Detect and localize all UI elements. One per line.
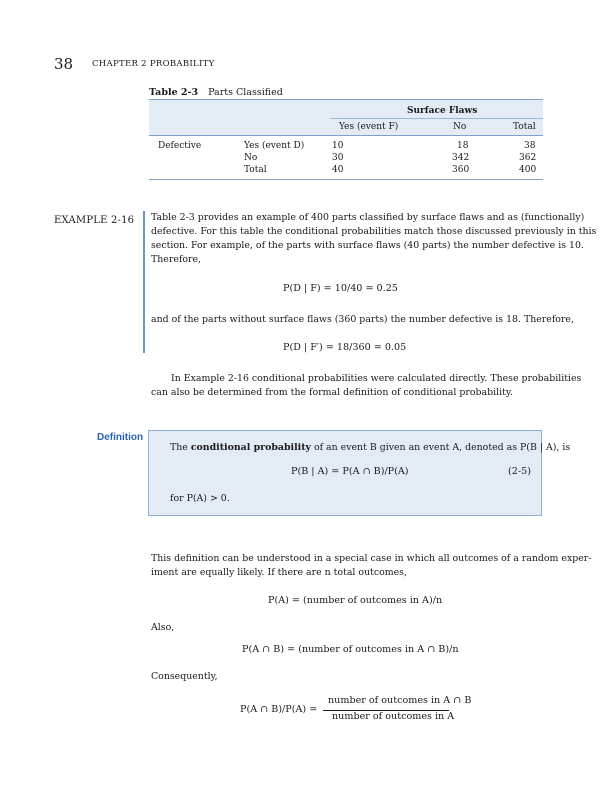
page-number: 38 bbox=[54, 55, 74, 73]
example-label: EXAMPLE 2-16 bbox=[54, 215, 135, 226]
table-rule-bottom bbox=[149, 179, 543, 180]
table-col-header: Total bbox=[513, 122, 536, 132]
table-cell: 30 bbox=[332, 153, 344, 163]
definition-term: conditional probability bbox=[190, 442, 311, 453]
definition-label: Definition bbox=[97, 432, 144, 443]
table-cell: 360 bbox=[452, 165, 470, 175]
equation-pa: P(A) = (number of outcomes in A)/n bbox=[268, 595, 443, 606]
chapter-title: CHAPTER 2 PROBABILITY bbox=[92, 59, 215, 69]
definition-text-post: of an event B given an event A, denoted as P(B | A), is bbox=[310, 442, 571, 453]
table-header-rule bbox=[149, 135, 543, 136]
example-paragraph: and of the parts without surface flaws (360 parts) the number defective is 18. Therefore, bbox=[151, 314, 574, 325]
table-cell: 342 bbox=[452, 153, 470, 163]
table-row-group-label: Defective bbox=[158, 141, 202, 151]
table-cell: 10 bbox=[332, 141, 344, 151]
equation-pdf: P(D | F) = 10/40 = 0.25 bbox=[283, 283, 398, 294]
definition-text-pre: The bbox=[170, 442, 191, 453]
table-group-header: Surface Flaws bbox=[407, 106, 478, 116]
definition-equation: P(B | A) = P(A ∩ B)/P(A) bbox=[291, 466, 409, 477]
paragraph-line: This definition can be understood in a special case in which all outcomes of a random exper- bbox=[151, 553, 592, 564]
definition-text bbox=[170, 441, 570, 455]
table-row-label: Total bbox=[244, 165, 267, 175]
equation-number: (2-5) bbox=[508, 466, 531, 477]
example-paragraph-line: defective. For this table the conditional probabilities match those discussed previously in this bbox=[151, 226, 597, 237]
example-paragraph-line: section. For example, of the parts with surface flaws (40 parts) the number defective is 10. bbox=[151, 240, 584, 251]
example-paragraph-line: Table 2-3 provides an example of 400 parts classified by surface flaws and as (functionally) bbox=[151, 212, 585, 223]
table-title: Parts Classified bbox=[208, 87, 283, 98]
fraction-denominator: number of outcomes in A bbox=[332, 711, 455, 722]
consequently-text: Consequently, bbox=[151, 671, 218, 682]
table-cell: 400 bbox=[519, 165, 537, 175]
table-group-rule bbox=[330, 118, 543, 119]
paragraph-line: iment are equally likely. If there are n total outcomes, bbox=[151, 567, 407, 578]
also-text: Also, bbox=[151, 622, 175, 633]
table-cell: 38 bbox=[524, 141, 536, 151]
definition-condition: for P(A) > 0. bbox=[170, 493, 230, 504]
example-paragraph-line: Therefore, bbox=[151, 254, 201, 265]
table-col-header: No bbox=[453, 122, 467, 132]
table-row-label: No bbox=[244, 153, 258, 163]
paragraph-line: In Example 2-16 conditional probabilities were calculated directly. These probabilities bbox=[171, 373, 582, 384]
equation-pab: P(A ∩ B) = (number of outcomes in A ∩ B)/n bbox=[242, 644, 459, 655]
table-cell: 18 bbox=[457, 141, 469, 151]
paragraph-line: can also be determined from the formal definition of conditional probability. bbox=[151, 387, 513, 398]
table-row-label: Yes (event D) bbox=[244, 141, 305, 151]
equation-pdf-prime: P(D | F′) = 18/360 = 0.05 bbox=[283, 342, 407, 353]
table-caption bbox=[149, 87, 283, 98]
example-margin-bar bbox=[143, 211, 145, 353]
table-label: Table 2-3 bbox=[149, 87, 199, 98]
fraction-numerator: number of outcomes in A ∩ B bbox=[328, 695, 472, 706]
table-col-header: Yes (event F) bbox=[339, 122, 399, 132]
table-cell: 40 bbox=[332, 165, 344, 175]
table-cell: 362 bbox=[519, 153, 537, 163]
equation-ratio-lhs: P(A ∩ B)/P(A) = bbox=[240, 704, 318, 715]
